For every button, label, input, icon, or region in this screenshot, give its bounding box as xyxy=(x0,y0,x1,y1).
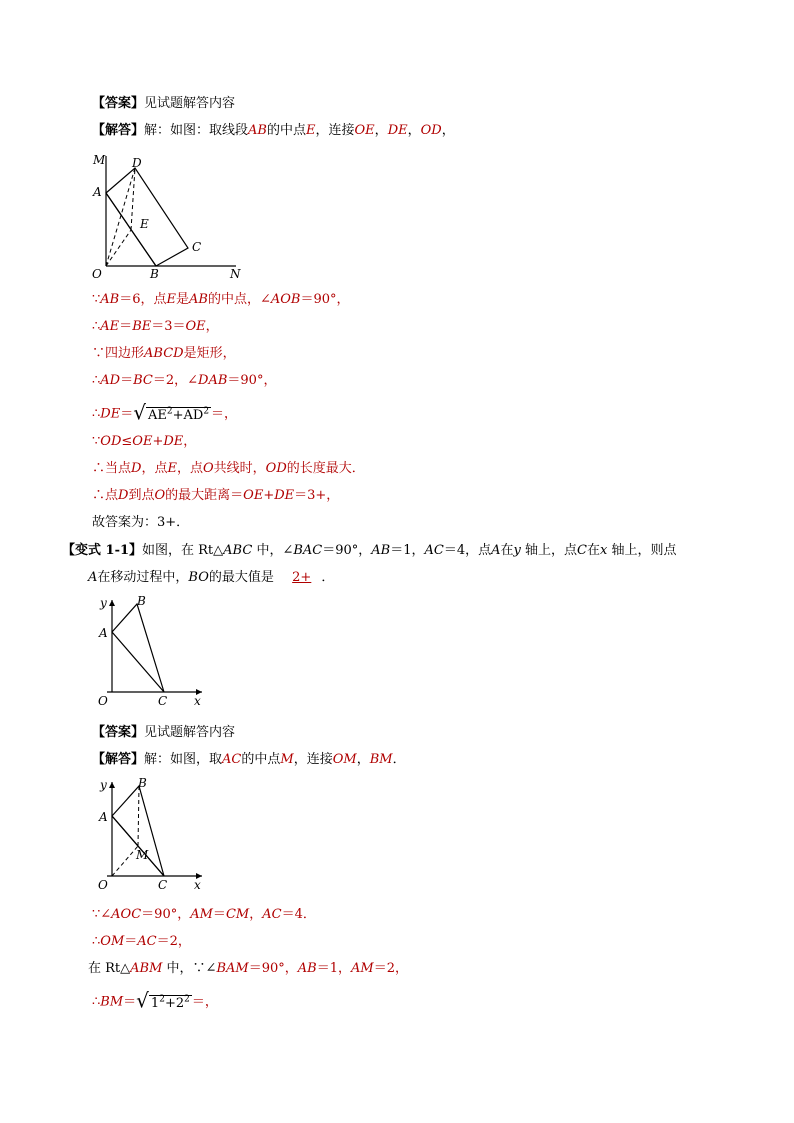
label-A: A xyxy=(99,626,108,640)
solution-line-sqrt: ∴DE＝√ $AE^2+AD^2$ ＝， xyxy=(92,400,237,428)
sqrt-expression: √ $AE^2+AD^2$ xyxy=(133,400,210,425)
label-B: B xyxy=(137,594,146,608)
solution-line: ∵四边形ABCD是矩形， xyxy=(92,346,236,361)
label-C: C xyxy=(192,240,202,254)
label-M: M xyxy=(136,848,149,862)
answer-text: 见试题解答内容 xyxy=(144,96,236,111)
figure-triangle-abc-midpoint xyxy=(92,774,217,896)
solution-line: 在 Rt△ABM 中，∵∠BAM＝90°，AB＝1，AM＝2， xyxy=(88,961,408,976)
solution-line: ∴AE＝BE＝3＝OE， xyxy=(92,319,219,334)
solution-line-sqrt: ∴BM＝√ $1^2+2^2$ ＝， xyxy=(92,988,218,1016)
figure-triangle-abc xyxy=(92,592,217,712)
final-answer-line: 故答案为：3+． xyxy=(92,515,190,530)
label-E: E xyxy=(140,217,149,231)
label-O: O xyxy=(98,694,108,708)
solution-line: ∵AB＝6，点E是AB的中点，∠AOB＝90°， xyxy=(92,292,350,307)
label-A: A xyxy=(99,810,108,824)
label-B: B xyxy=(138,776,147,790)
solution-line: ∵OD≤OE+DE， xyxy=(92,434,197,449)
label-M: M xyxy=(93,153,106,167)
solution-line: ∴AD＝BC＝2，∠DAB＝90°， xyxy=(92,373,277,388)
label-B: B xyxy=(150,267,159,281)
label-A: A xyxy=(93,185,102,199)
label-y: y xyxy=(100,778,107,792)
answer-tag: 【答案】 xyxy=(92,725,145,740)
solution-line: ∴OM＝AC＝2， xyxy=(92,934,191,949)
label-O: O xyxy=(98,878,108,892)
answer-text: 见试题解答内容 xyxy=(144,725,236,740)
analysis-line-2: 【解答】解：如图，取AC的中点M，连接OM，BM． xyxy=(92,752,406,767)
label-C: C xyxy=(158,694,168,708)
label-x: x xyxy=(194,694,201,708)
solution-line: ∴点D到点O的最大距离＝OE+DE＝3+， xyxy=(92,488,340,503)
answer-blank: 2+ xyxy=(292,570,312,585)
label-x: x xyxy=(194,878,201,892)
answer-line-2 xyxy=(92,724,235,742)
analysis-tag: 【解答】 xyxy=(92,752,145,767)
label-D: D xyxy=(132,156,142,170)
variant-question-line-2: A在移动过程中，BO的最大值是 2+ ． xyxy=(88,570,335,585)
figure-rectangle-abcd xyxy=(88,148,258,283)
analysis-tag: 【解答】 xyxy=(92,123,145,138)
solution-line: ∵∠AOC＝90°，AM＝CM，AC＝4． xyxy=(92,907,316,922)
analysis-line-1: 【解答】解：如图：取线段AB的中点E，连接OE，DE，OD， xyxy=(92,123,455,138)
sqrt-expression: √ $1^2+2^2$ xyxy=(136,988,190,1013)
label-N: N xyxy=(230,267,241,281)
label-O: O xyxy=(92,267,102,281)
variant-question-line-1: 【变式 1-1】如图，在 Rt△ABC 中，∠BAC＝90°，AB＝1，AC＝4，点A在y 轴上，点C在x 轴上，则点 xyxy=(62,543,677,558)
solution-line: ∴当点D，点E，点O共线时，OD的长度最大． xyxy=(92,461,365,476)
answer-tag: 【答案】 xyxy=(92,96,145,111)
variant-tag: 【变式 1-1】 xyxy=(62,543,143,558)
label-C: C xyxy=(158,878,168,892)
answer-line-1 xyxy=(92,95,235,113)
label-y: y xyxy=(100,596,107,610)
